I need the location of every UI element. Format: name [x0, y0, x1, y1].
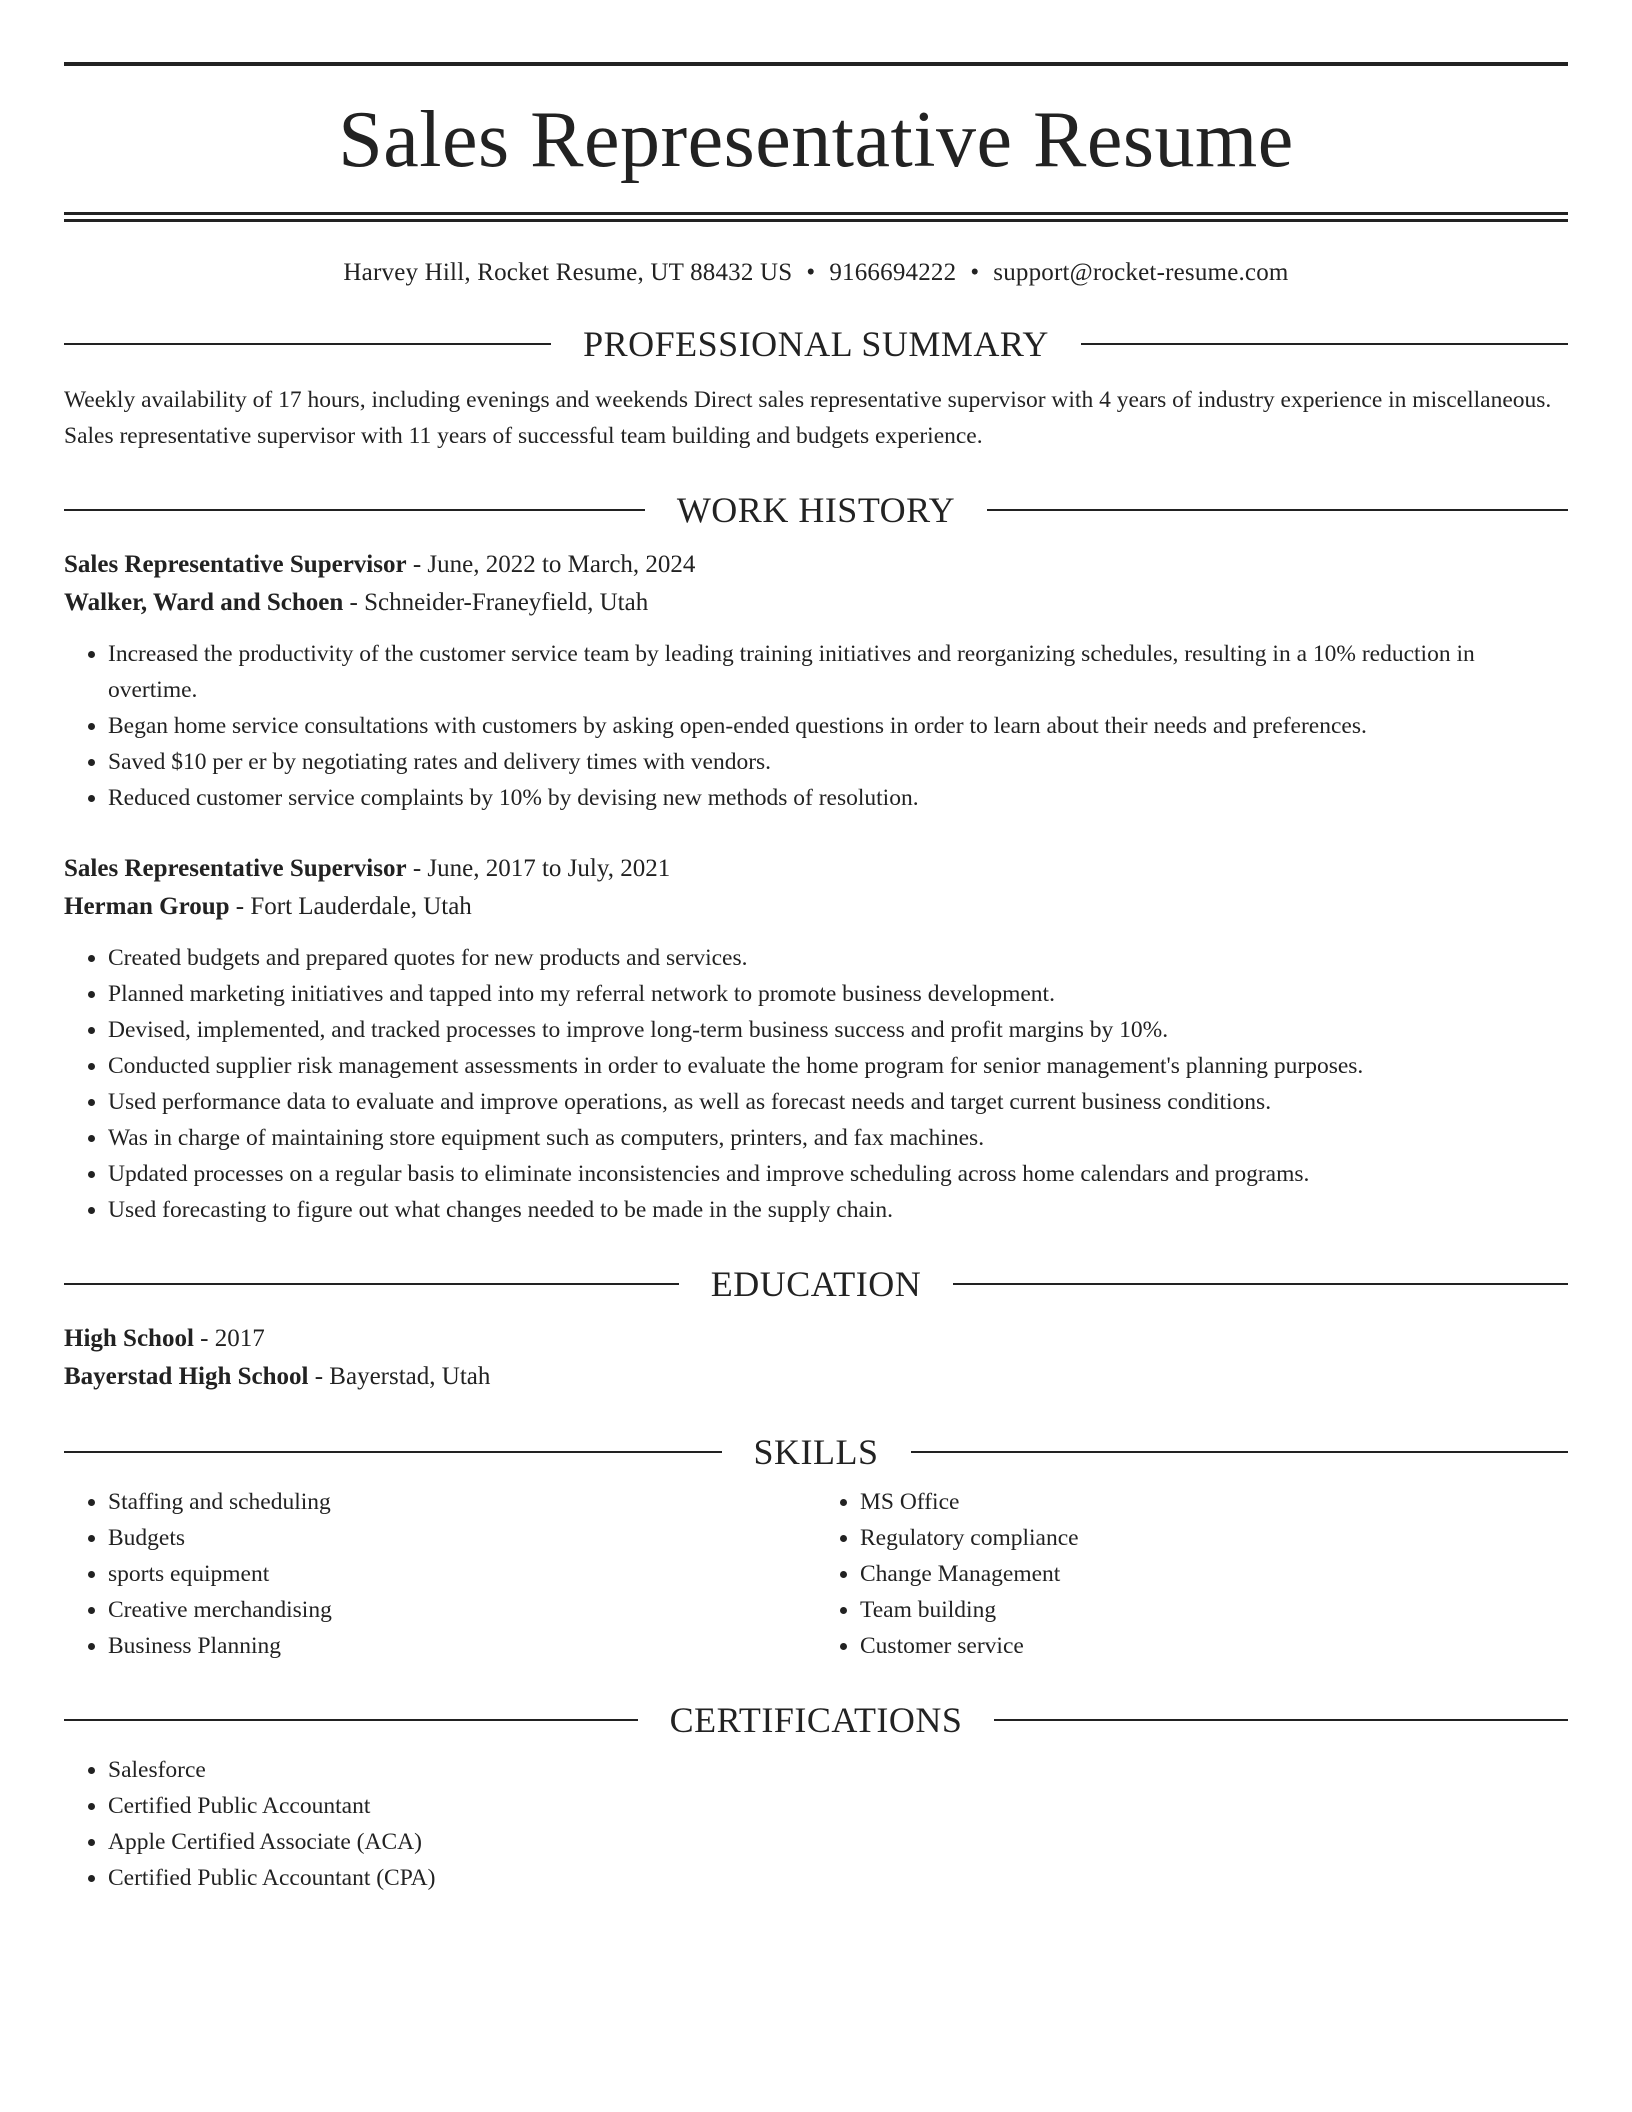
list-item: • sports equipment — [108, 1556, 816, 1592]
list-item: • Conducted supplier risk management assessments in order to evaluate the home program for senior management's planning purposes. — [108, 1048, 1568, 1084]
list-item: • Saved $10 per er by negotiating rates and delivery times with vendors. — [108, 744, 1568, 780]
title-double-rule — [64, 212, 1568, 222]
section-rule — [64, 1451, 722, 1453]
list-item: • Devised, implemented, and tracked processes to improve long-term business success and profit margins by 10%. — [108, 1012, 1568, 1048]
job-company: Herman Group — [64, 893, 230, 920]
list-item: • Budgets — [108, 1520, 816, 1556]
education-year: - 2017 — [193, 1325, 265, 1352]
section-header-skills — [64, 1434, 1568, 1470]
job-company: Walker, Ward and Schoen — [64, 589, 344, 616]
contact-email: support@rocket-resume.com — [993, 259, 1289, 286]
contact-line — [64, 258, 1568, 288]
job-dates: - June, 2022 to March, 2024 — [406, 551, 696, 578]
section-rule — [64, 343, 551, 345]
job-bullets — [64, 940, 1568, 1228]
section-rule — [1081, 343, 1568, 345]
section-rule — [911, 1451, 1569, 1453]
job-location: - Fort Lauderdale, Utah — [229, 893, 472, 920]
section-header-certifications — [64, 1702, 1568, 1738]
list-item: • Increased the productivity of the customer service team by leading training initiatives and reorganizing schedules, resulting in a 10% reduction in overtime. — [108, 636, 1568, 708]
list-item: • Reduced customer service complaints by 10% by devising new methods of resolution. — [108, 780, 1568, 816]
section-title: EDUCATION — [710, 1264, 922, 1304]
section-title: SKILLS — [753, 1432, 879, 1472]
job-title: Sales Representative Supervisor — [64, 855, 407, 882]
list-item: • Regulatory compliance — [860, 1520, 1568, 1556]
skills-column-left — [64, 1484, 816, 1664]
education-location: - Bayerstad, Utah — [308, 1363, 491, 1390]
section-rule — [994, 1719, 1568, 1721]
list-item: • Created budgets and prepared quotes for new products and services. — [108, 940, 1568, 976]
section-rule — [64, 1283, 679, 1285]
list-item: • Certified Public Accountant (CPA) — [108, 1860, 1568, 1896]
list-item: • Creative merchandising — [108, 1592, 816, 1628]
education-entry — [64, 1320, 1568, 1396]
job-dates: - June, 2017 to July, 2021 — [406, 855, 671, 882]
job-company-line — [64, 584, 1568, 622]
list-item: • Customer service — [860, 1628, 1568, 1664]
list-item: • Apple Certified Associate (ACA) — [108, 1824, 1568, 1860]
list-item: • Salesforce — [108, 1752, 1568, 1788]
list-item: • Was in charge of maintaining store equipment such as computers, printers, and fax machines. — [108, 1120, 1568, 1156]
job-company-line — [64, 888, 1568, 926]
list-item: • MS Office — [860, 1484, 1568, 1520]
job-bullets — [64, 636, 1568, 816]
section-title: WORK HISTORY — [676, 490, 956, 530]
summary-text: Weekly availability of 17 hours, including evenings and weekends Direct sales representative supervisor with 4 years of industry experience in miscellaneous. Sales representative supervisor with 11 years of successful team building and budgets experience. — [64, 387, 1552, 449]
list-item: • Updated processes on a regular basis to eliminate inconsistencies and improve scheduling across home calendars and programs. — [108, 1156, 1568, 1192]
education-school-line — [64, 1358, 1568, 1396]
list-item: • Team building — [860, 1592, 1568, 1628]
job-title: Sales Representative Supervisor — [64, 551, 407, 578]
top-rule — [64, 62, 1568, 66]
section-rule — [64, 1719, 638, 1721]
contact-separator: • — [970, 259, 980, 286]
education-school: Bayerstad High School — [64, 1363, 309, 1390]
section-header-summary — [64, 326, 1568, 362]
contact-separator: • — [806, 259, 816, 286]
section-rule — [953, 1283, 1568, 1285]
section-rule — [987, 509, 1568, 511]
contact-phone: 9166694222 — [829, 259, 957, 286]
list-item: • Change Management — [860, 1556, 1568, 1592]
job-entry — [64, 850, 1568, 1228]
contact-address: Harvey Hill, Rocket Resume, UT 88432 US — [343, 259, 793, 286]
certifications-list — [64, 1752, 1568, 1896]
job-entry — [64, 546, 1568, 816]
section-title: CERTIFICATIONS — [669, 1700, 963, 1740]
list-item: • Began home service consultations with customers by asking open-ended questions in order to learn about their needs and preferences. — [108, 708, 1568, 744]
skills-grid — [64, 1484, 1568, 1664]
job-title-line — [64, 546, 1568, 584]
section-title: PROFESSIONAL SUMMARY — [583, 324, 1049, 364]
list-item: • Planned marketing initiatives and tapped into my referral network to promote business development. — [108, 976, 1568, 1012]
section-header-work-history — [64, 492, 1568, 528]
list-item: • Certified Public Accountant — [108, 1788, 1568, 1824]
list-item: • Used forecasting to figure out what changes needed to be made in the supply chain. — [108, 1192, 1568, 1228]
list-item: • Used performance data to evaluate and improve operations, as well as forecast needs and target current business conditions. — [108, 1084, 1568, 1120]
list-item: • Staffing and scheduling — [108, 1484, 816, 1520]
job-title-line — [64, 850, 1568, 888]
section-rule — [64, 509, 645, 511]
education-degree: High School — [64, 1325, 194, 1352]
section-header-education — [64, 1266, 1568, 1302]
list-item: • Business Planning — [108, 1628, 816, 1664]
education-degree-line — [64, 1320, 1568, 1358]
job-location: - Schneider-Franeyfield, Utah — [343, 589, 649, 616]
skills-column-right — [816, 1484, 1568, 1664]
resume-title: Sales Representative Resume — [338, 96, 1294, 184]
